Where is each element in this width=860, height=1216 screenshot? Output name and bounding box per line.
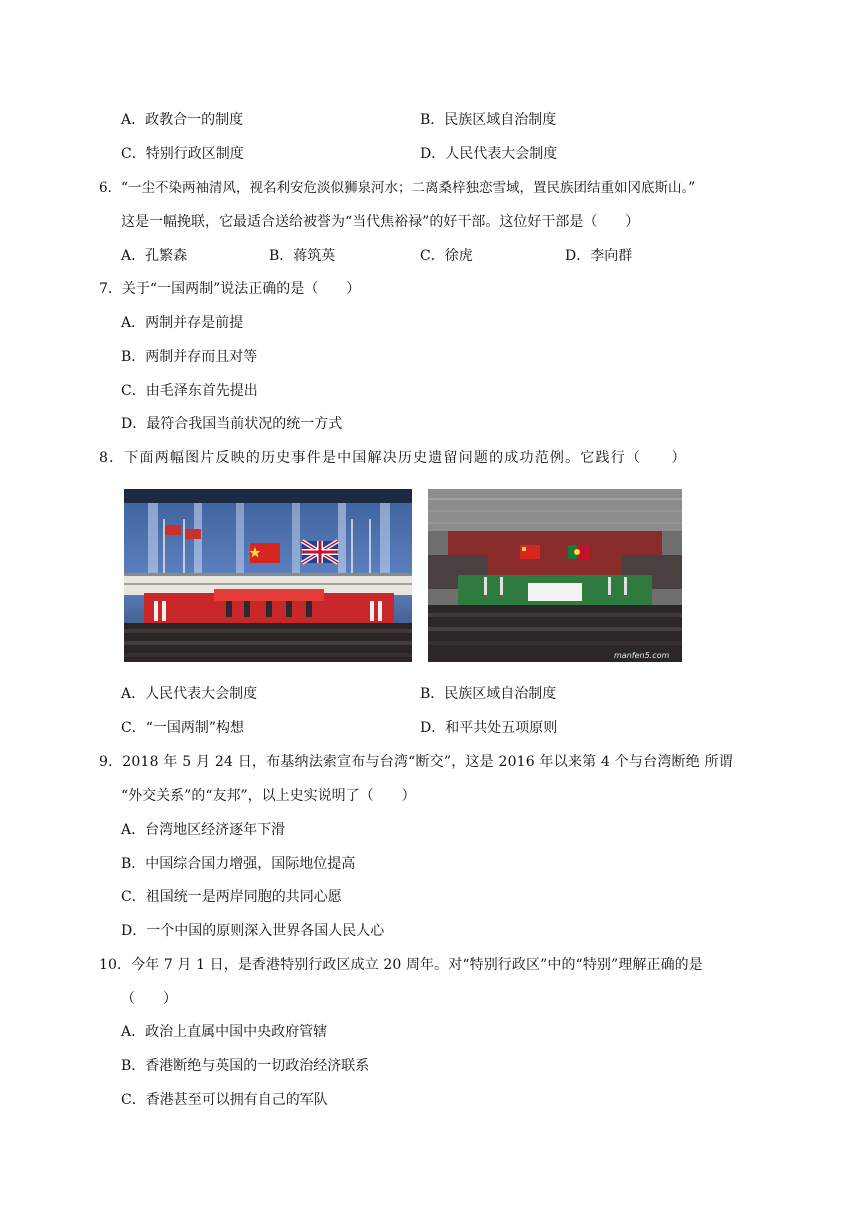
q6-option-c: C．徐虎 xyxy=(420,248,473,264)
macau-handover-photo xyxy=(428,489,682,662)
q9-stem-line1: 9．2018 年 5 月 24 日，布基纳法索宣布与台湾“断交”，这是 2016 年以来第 4 个与台湾断绝 所谓 xyxy=(99,754,734,770)
hong-kong-handover-photo xyxy=(124,489,412,662)
q5-option-a: A．政教合一的制度 xyxy=(121,112,244,128)
q6-option-a: A．孔繁森 xyxy=(121,248,188,264)
q9-option-c: C．祖国统一是两岸同胞的共同心愿 xyxy=(121,889,342,905)
q6-stem-line1: 6．“一尘不染两袖清风，视名利安危淡似狮泉河水；二离桑梓独恋雪域，置民族团结重如冈底斯山。” xyxy=(99,180,696,196)
q6-option-d: D．李向群 xyxy=(565,248,633,264)
q7-option-b: B．两制并存而且对等 xyxy=(121,349,258,365)
q8-option-a: A．人民代表大会制度 xyxy=(121,686,258,702)
q9-stem-line2: “外交关系”的“友邦”，以上史实说明了（ ） xyxy=(121,788,416,804)
q5-option-d: D．人民代表大会制度 xyxy=(420,146,558,162)
q5-option-c: C．特别行政区制度 xyxy=(121,146,244,162)
photo-watermark: manfen5.com xyxy=(614,651,670,660)
q9-option-a: A．台湾地区经济逐年下滑 xyxy=(121,822,286,838)
q8-option-c: C．“一国两制”构想 xyxy=(121,720,245,736)
q6-stem-line2: 这是一幅挽联，它最适合送给被誉为“当代焦裕禄”的好干部。这位好干部是（ ） xyxy=(121,214,640,230)
q9-option-b: B．中国综合国力增强，国际地位提高 xyxy=(121,856,356,872)
q7-stem: 7．关于“一国两制”说法正确的是（ ） xyxy=(99,281,361,297)
q10-stem-line1: 10．今年 7 月 1 日，是香港特别行政区成立 20 周年。对“特别行政区”中的“特别”理解正确的是 xyxy=(99,957,703,973)
q6-option-b: B．蒋筑英 xyxy=(269,248,336,264)
q8-option-b: B．民族区域自治制度 xyxy=(420,686,557,702)
q8-option-d: D．和平共处五项原则 xyxy=(420,720,558,736)
q5-option-b: B．民族区域自治制度 xyxy=(420,112,557,128)
q7-option-d: D．最符合我国当前状况的统一方式 xyxy=(121,416,343,432)
q7-option-a: A．两制并存是前提 xyxy=(121,315,244,331)
q9-option-d: D．一个中国的原则深入世界各国人民人心 xyxy=(121,923,385,939)
q10-option-c: C．香港甚至可以拥有自己的军队 xyxy=(121,1092,328,1108)
q10-stem-line2: （ ） xyxy=(121,991,177,1007)
q7-option-c: C．由毛泽东首先提出 xyxy=(121,383,258,399)
q8-stem: 8．下面两幅图片反映的历史事件是中国解决历史遗留问题的成功范例。它践行（ ） xyxy=(99,450,687,466)
q10-option-a: A．政治上直属中国中央政府管辖 xyxy=(121,1024,328,1040)
q10-option-b: B．香港断绝与英国的一切政治经济联系 xyxy=(121,1058,370,1074)
